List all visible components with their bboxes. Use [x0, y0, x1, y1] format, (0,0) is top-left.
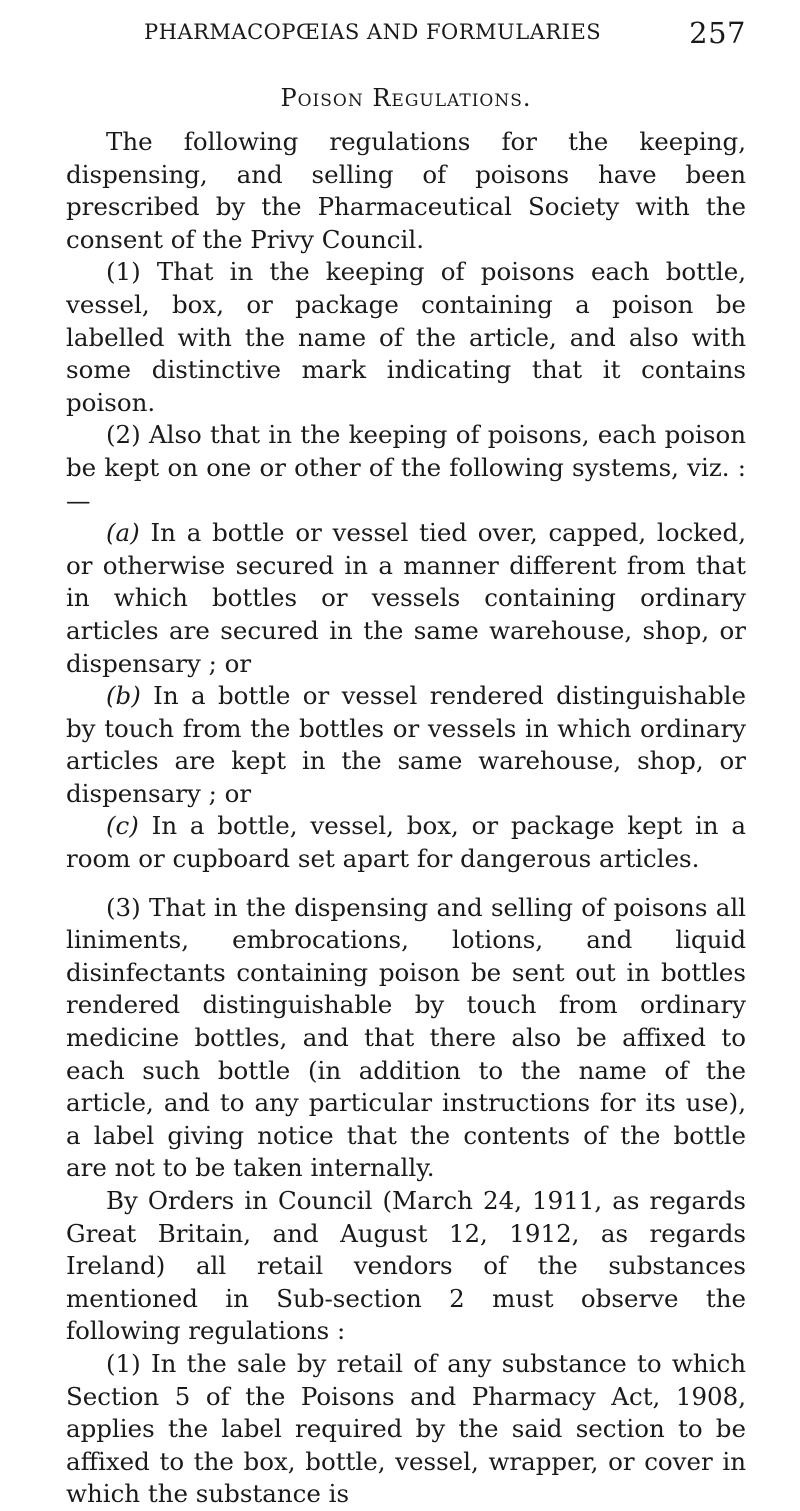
paragraph-text: In a bottle or vessel rendered distinguishable by touch from the bottles or vessels in which ordinary articles are kept in the same warehouse, shop, or dispensary ; or [66, 681, 746, 808]
paragraph-text: In a bottle, vessel, box, or package kept in a room or cupboard set apart for dangerous articles. [66, 811, 746, 874]
paragraph [66, 810, 746, 875]
clause-letter: (a) [106, 518, 140, 548]
paragraph-text: The following regulations for the keeping, dispensing, and selling of poisons have been prescribed by the Pharmaceutical Society with the consent of the Privy Council. [66, 127, 746, 254]
running-head [66, 10, 746, 50]
running-title: PHARMACOPŒIAS AND FORMULARIES [144, 20, 602, 44]
section-title: Poison Regulations. [280, 84, 532, 112]
paragraph-text: (1) In the sale by retail of any substance to which Section 5 of the Poisons and Pharmacy Act, 1908, applies the label required by the said section to be affixed to the box, bottle, vessel, wrapper, or cover in which the substance is [66, 1348, 746, 1509]
paragraph [66, 1185, 746, 1348]
body-text [66, 126, 746, 1511]
paragraph [66, 517, 746, 680]
paragraph [66, 256, 746, 419]
paragraph-text: (3) That in the dispensing and selling of poisons all liniments, embrocations, lotions, and liquid disinfectants containing poison be sent out in bottles rendered distinguishable by touch from ordinary medicine bottles, and that there also be affixed to each such bottle (in addition to the name of the article, and to any particular instructions for its use), a label giving notice that the contents of the bottle are not to be taken internally. [66, 892, 746, 1183]
paragraph-text: In a bottle or vessel tied over, capped, locked, or otherwise secured in a manner different from that in which bottles or vessels containing ordinary articles are secured in the same warehouse, shop, or dispensary ; or [66, 518, 746, 678]
clause-letter: (b) [106, 681, 141, 711]
paragraph [66, 126, 746, 256]
paragraph-text: (2) Also that in the keeping of poisons, each poison be kept on one or other of the following systems, viz. :— [66, 420, 746, 515]
paragraph [66, 680, 746, 810]
paragraph [66, 419, 746, 517]
paragraph [66, 1348, 746, 1511]
paragraph-text: By Orders in Council (March 24, 1911, as regards Great Britain, and August 12, 1912, as regards Ireland) all retail vendors of the substances mentioned in Sub-section 2 must observe the following regulations : [66, 1186, 746, 1346]
paragraph-text: (1) That in the keeping of poisons each bottle, vessel, box, or package containing a poison be labelled with the name of the article, and also with some distinctive mark indicating that it contains poison. [66, 257, 746, 417]
clause-letter: (c) [106, 811, 139, 841]
page-number: 257 [689, 16, 746, 50]
book-page [66, 10, 746, 1511]
paragraph [66, 892, 746, 1185]
